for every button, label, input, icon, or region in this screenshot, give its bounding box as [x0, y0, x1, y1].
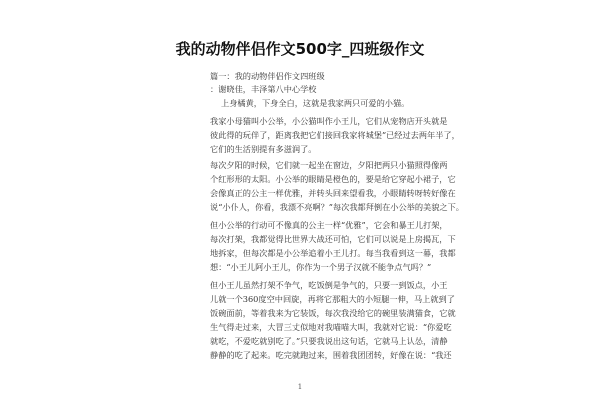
text-line: 个红形形的太阳。小公举的眼睛是橙色的，要是给它穿起小裙子，它: [210, 174, 456, 184]
text-line: 儿就一个360度空中回旋，再将它那粗大的小短腿一伸，马上就到了: [210, 294, 455, 304]
text-line: 每次打架，我都觉得比世界大战还可怕，它们可以说是上房揭瓦，下: [210, 234, 456, 244]
text-line: 就吃，不爱吃就别吃了。”只要我说出这句话，它就马上认怂，清静: [210, 336, 448, 346]
text-line: 想：“小王儿阿小王儿，你作为一个男子汉就不能争点气吗？”: [210, 262, 432, 272]
text-line: 生气得走过来，大冒三丈似地对我喵喵大叫，我就对它说：“你爱吃: [210, 322, 452, 332]
text-line: 地拆家，但每次都是小公举追着小王儿打。每当我看到这一幕，我都: [210, 248, 456, 258]
text-line: 彼此得的玩伴了，距离我把它们接回我家将城堡”已经过去两年半了，: [210, 130, 460, 140]
text-line: 但小王儿虽然打架不争气，吃饭倒是争气的，只要一到饭点，小王: [210, 280, 448, 290]
page-number: 1: [297, 383, 303, 391]
text-line: 我家小母猫叫小公举，小公猫叫作小王儿，它们从宠物店开头就是: [210, 116, 448, 126]
text-line: 静静的吃了起来。吃完就跑过来，围着我团团转，好像在说：“我还: [210, 350, 452, 360]
text-line: ：谢晓佳，丰泽第八中心学校: [210, 84, 317, 94]
text-line: 篇一：我的动物伴侣作文四班级: [210, 71, 325, 81]
text-line: 每次夕阳的时候，它们就一起坐在窗边，夕阳把两只小猫照得像两: [210, 160, 448, 170]
text-line: 但小公举的行动可不像真的公主一样“优雅”，它会和暴王儿打架，: [210, 220, 448, 230]
text-line: 饭碗面前，等着我来为它装饭，每次我没给它的碗里装满猫食，它就: [210, 308, 456, 318]
document-title: 我的动物伴侣作文500字_四班级作文: [175, 40, 425, 58]
text-line: 它们的生活别提有多滋润了。: [210, 144, 317, 154]
text-line: 上身橘黄，下身全白，这就是我家两只可爱的小猫。: [221, 98, 410, 108]
text-line: 会像真正的公主一样优雅，并转头回来望看我，小眼睛转呀转好像在: [210, 188, 456, 198]
text-line: 说“小仆人，你看，我漂不亮啊？”每次我都拜倒在小公举的美貌之下。: [210, 202, 464, 212]
